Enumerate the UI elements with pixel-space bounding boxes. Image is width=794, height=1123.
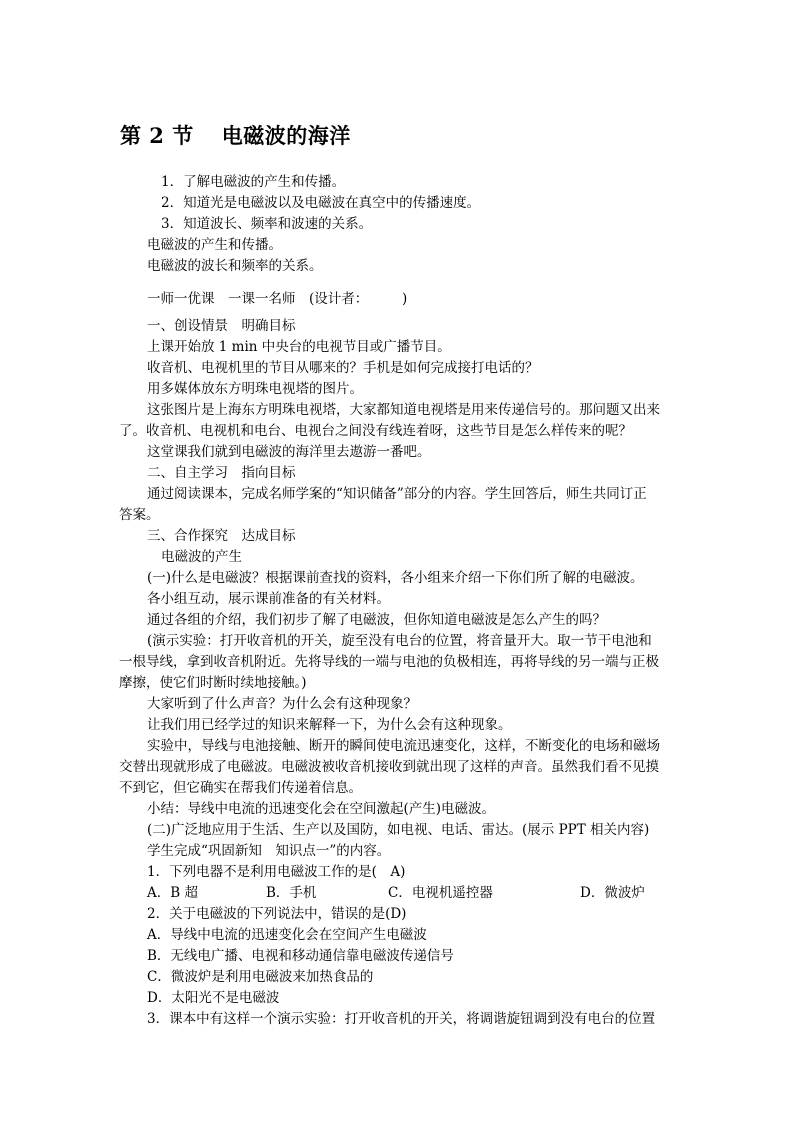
option-a: A．B 超 [147, 885, 198, 901]
question-stem: 3．课本中有这样一个演示实验：打开收音机的开关，将调谐旋钮调到没有电台的位置 [147, 1011, 656, 1027]
paragraph-line: 学生完成“巩固新知 知识点一”的内容。 [147, 843, 391, 859]
paragraph-line: 这张图片是上海东方明珠电视塔，大家都知道电视塔是用来传递信号的。那问题又出来 [147, 402, 660, 418]
paragraph-line: (演示实验：打开收音机的开关，旋至没有电台的位置，将音量开大。取一节干电池和 [147, 633, 652, 649]
section-3 [119, 526, 677, 862]
paragraph-line: 这堂课我们就到电磁波的海洋里去遨游一番吧。 [147, 444, 431, 460]
section-heading: 三、合作探究 达成目标 [147, 528, 296, 544]
section-1 [119, 316, 677, 463]
objectives-list [119, 172, 677, 277]
paragraph-line: 答案。 [119, 507, 160, 523]
document-body [119, 172, 677, 1030]
objective-line: 1．了解电磁波的产生和传播。 [161, 174, 346, 190]
designer-line: 一师一优课 一课一名师 (设计者： ) [147, 291, 408, 307]
section-heading: 一、创设情景 明确目标 [147, 318, 296, 334]
paragraph-line: (一)什么是电磁波？根据课前查找的资料，各小组来介绍一下你们所了解的电磁波。 [147, 570, 644, 586]
paragraph-line: 了。收音机、电视机和电台、电视台之间没有线连着呀，这些节目是怎么样传来的呢？ [119, 423, 632, 439]
section-name: 电磁波的海洋 [221, 123, 351, 148]
option-b: B．手机 [266, 885, 317, 901]
option-d: D．太阳光不是电磁波 [147, 990, 280, 1006]
option-b: B．无线电广播、电视和移动通信靠电磁波传递信号 [147, 948, 454, 964]
question-stem: 1．下列电器不是利用电磁波工作的是( A) [147, 864, 406, 880]
objective-line: 3．知道波长、频率和波速的关系。 [161, 216, 373, 232]
paragraph-line: 小结：导线中电流的迅速变化会在空间激起(产生)电磁波。 [147, 801, 496, 817]
paragraph-line: 各小组互动，展示课前准备的有关材料。 [147, 591, 390, 607]
section-2 [119, 463, 677, 526]
paragraph-line: 上课开始放 1 min 中央台的电视节目或广播节目。 [147, 339, 451, 355]
page-title [120, 120, 351, 150]
difficult-point-line: 电磁波的波长和频率的关系。 [147, 258, 323, 274]
paragraph-line: 不到它，但它确实在帮我们传递着信息。 [119, 780, 362, 796]
paragraph-line: 大家听到了什么声音？为什么会有这种现象？ [147, 696, 417, 712]
option-c: C．微波炉是利用电磁波来加热食品的 [147, 969, 374, 985]
paragraph-line: 收音机、电视机里的节目从哪来的？手机是如何完成接打电话的？ [147, 360, 539, 376]
paragraph-line: 一根导线，拿到收音机附近。先将导线的一端与电池的负极相连，再将导线的另一端与正极 [119, 654, 659, 670]
paragraph-line: 通过阅读课本，完成名师学案的“知识储备”部分的内容。学生回答后，师生共同订正 [147, 486, 647, 502]
paragraph-line: 让我们用已经学过的知识来解释一下，为什么会有这种现象。 [147, 717, 512, 733]
paragraph-line: 实验中，导线与电池接触、断开的瞬间使电流迅速变化，这样，不断变化的电场和磁场 [147, 738, 660, 754]
question-3 [119, 1009, 677, 1030]
section-number: 第 2 节 [120, 123, 194, 148]
subsection-heading: 电磁波的产生 [161, 549, 242, 565]
question-1 [119, 862, 677, 904]
paragraph-line: 通过各组的介绍，我们初步了解了电磁波，但你知道电磁波是怎么产生的吗？ [147, 612, 606, 628]
option-c: C．电视机遥控器 [388, 885, 493, 901]
question-options [119, 883, 677, 904]
option-d: D．微波炉 [580, 885, 645, 901]
paragraph-line: 用多媒体放东方明珠电视塔的图片。 [147, 381, 363, 397]
question-2 [119, 904, 677, 1009]
objective-line: 2．知道光是电磁波以及电磁波在真空中的传播速度。 [161, 195, 481, 211]
key-point-line: 电磁波的产生和传播。 [147, 237, 282, 253]
paragraph-line: (二)广泛地应用于生活、生产以及国防，如电视、电话、雷达。(展示 PPT 相关内容) [147, 822, 650, 838]
option-a: A．导线中电流的迅速变化会在空间产生电磁波 [147, 927, 427, 943]
section-heading: 二、自主学习 指向目标 [147, 465, 296, 481]
paragraph-line: 摩擦，使它们时断时续地接触。) [119, 675, 307, 691]
question-stem: 2．关于电磁波的下列说法中，错误的是(D) [147, 906, 407, 922]
paragraph-line: 交替出现就形成了电磁波。电磁波被收音机接收到就出现了这样的声音。虽然我们看不见摸 [119, 759, 659, 775]
